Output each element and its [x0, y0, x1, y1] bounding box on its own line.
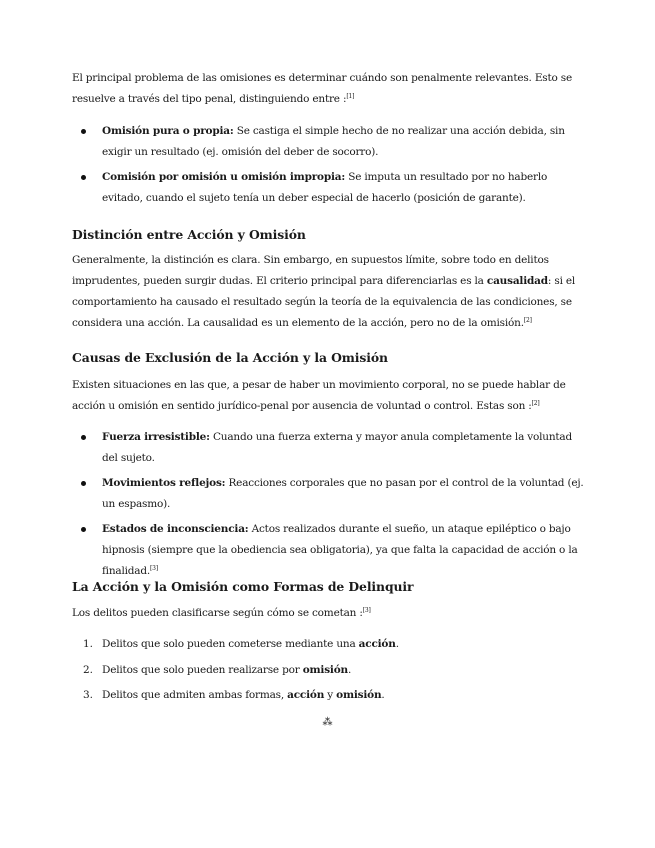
- bold-term: omisión: [336, 689, 382, 701]
- list-item-term: Movimientos reflejos:: [102, 477, 226, 489]
- intro-text: El principal problema de las omisiones es determinar cuándo son penalmente relevantes. Esto se resuelve a través del tipo penal, distinguiendo entre :: [72, 72, 572, 105]
- list-item: [72, 660, 587, 681]
- bold-term: omisión: [302, 664, 348, 676]
- footnote-ref[interactable]: [3]: [362, 607, 371, 614]
- bullet-icon: [81, 527, 86, 532]
- list-item: [72, 121, 587, 163]
- bold-term: causalidad: [486, 275, 548, 287]
- paragraph-text: : si el comportamiento ha causado el resultado según la teoría de la equivalencia de las condiciones, se considera una acción. La causalidad es un elemento de la acción, pero no de la omisión.: [72, 275, 576, 329]
- paragraph-text: Los delitos pueden clasificarse según cómo se cometan :: [72, 607, 363, 619]
- heading-text: Distinción entre Acción y Omisión: [72, 227, 306, 242]
- list-item-term: Omisión pura o propia:: [102, 125, 234, 137]
- bold-term: acción: [358, 638, 396, 650]
- paragraph-text: Generalmente, la distinción es clara. Sin embargo, en supuestos límite, sobre todo en delitos imprudentes, pueden surgir dudas. El criterio principal para diferenciarlas es la: [72, 254, 549, 287]
- footnote-ref[interactable]: [2]: [523, 317, 532, 324]
- list-number: 2.: [83, 664, 94, 676]
- list-item-text: Delitos que solo pueden realizarse por: [102, 664, 303, 676]
- bullet-icon: [81, 129, 86, 134]
- section-heading-exclusion: [72, 349, 587, 367]
- list-item-text: Se castiga el simple hecho de no realizar una acción debida, sin exigir un resultado (ej. omisión del deber de socorro).: [102, 125, 565, 158]
- list-item-term: Comisión por omisión u omisión impropia:: [102, 171, 346, 183]
- list-item: [72, 473, 587, 515]
- list-item-term: Estados de inconsciencia:: [102, 523, 249, 535]
- exclusion-paragraph: [72, 375, 587, 417]
- list-number: 1.: [83, 638, 94, 650]
- distinction-paragraph: [72, 250, 587, 334]
- forms-paragraph: [72, 603, 587, 624]
- section-ornament: ⁂: [322, 717, 333, 728]
- list-item: [72, 634, 587, 655]
- list-item-text: y: [324, 689, 337, 701]
- list-item-text: Delitos que admiten ambas formas,: [102, 689, 288, 701]
- list-item: [72, 519, 587, 582]
- list-item-text: Reacciones corporales que no pasan por el control de la voluntad (ej. un espasmo).: [102, 477, 584, 510]
- list-item-text: Delitos que solo pueden cometerse mediante una: [102, 638, 359, 650]
- heading-text: La Acción y la Omisión como Formas de Delinquir: [72, 579, 414, 594]
- footnote-ref[interactable]: [1]: [346, 93, 355, 100]
- paragraph-text: Existen situaciones en las que, a pesar de haber un movimiento corporal, no se puede hablar de acción u omisión en sentido jurídico-penal por ausencia de voluntad o control. Estas son :: [72, 379, 566, 412]
- list-item-text: .: [347, 664, 352, 676]
- list-item-text: .: [395, 638, 399, 650]
- list-item-text: Se imputa un resultado por no haberlo evitado, cuando el sujeto tenía un deber especial de hacerlo (posición de garante).: [102, 171, 548, 204]
- section-heading-distinction: [72, 226, 587, 244]
- list-item: [72, 427, 587, 469]
- bullet-icon: [81, 175, 86, 180]
- bold-term: acción: [287, 689, 325, 701]
- list-item: [72, 167, 587, 209]
- footnote-ref[interactable]: [2]: [531, 400, 540, 407]
- footnote-ref[interactable]: [3]: [150, 565, 158, 572]
- list-number: 3.: [83, 689, 94, 701]
- intro-paragraph: [72, 68, 587, 110]
- bullet-icon: [81, 481, 86, 486]
- bullet-icon: [81, 435, 86, 440]
- list-item-text: Cuando una fuerza externa y mayor anula completamente la voluntad del sujeto.: [102, 431, 572, 464]
- list-item-text: Actos realizados durante el sueño, un ataque epiléptico o bajo hipnosis (siempre que la obediencia sea obligatoria), ya que falta la capacidad de acción o la finalidad.: [102, 523, 578, 577]
- list-item: [72, 685, 587, 706]
- section-heading-forms: [72, 578, 587, 596]
- heading-text: Causas de Exclusión de la Acción y la Omisión: [72, 350, 388, 365]
- list-item-text: .: [381, 689, 385, 701]
- list-item-term: Fuerza irresistible:: [102, 431, 210, 443]
